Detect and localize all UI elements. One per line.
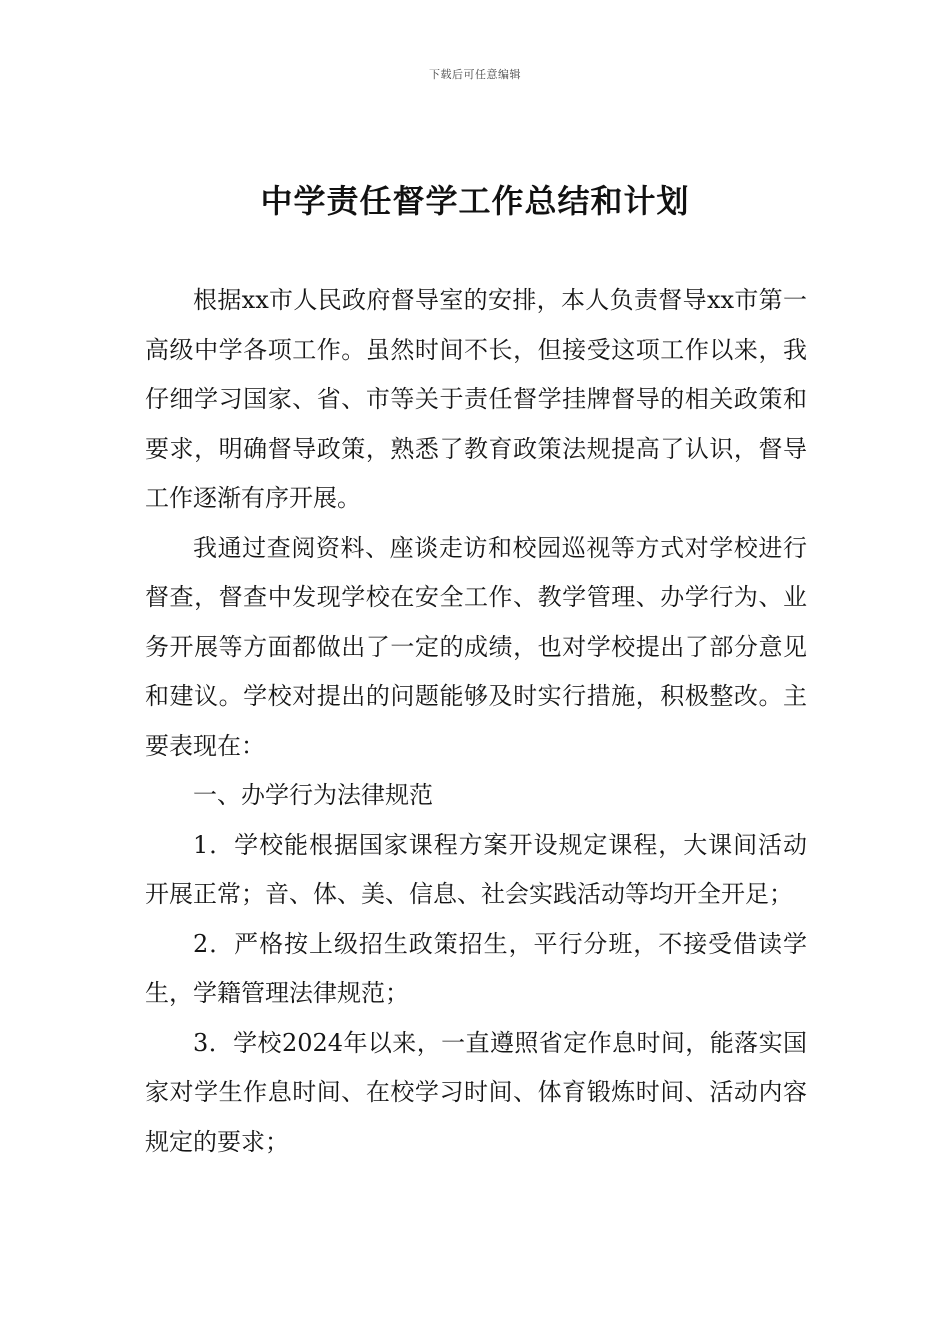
paragraph-inspection: 我通过查阅资料、座谈走访和校园巡视等方式对学校进行督查，督查中发现学校在安全工作、教学管理、办学行为、业务开展等方面都做出了一定的成绩，也对学校提出了部分意见和建议。学校对提出的问题能够及时实行措施，积极整改。主要表现在： [145, 533, 807, 760]
document-body [145, 276, 807, 1167]
section-heading-1: 一、办学行为法律规范 [193, 781, 433, 809]
list-item-1: 1．学校能根据国家课程方案开设规定课程，大课间活动开展正常；音、体、美、信息、社会实践活动等均开全开足； [145, 830, 807, 908]
list-item-2: 2．严格按上级招生政策招生，平行分班，不接受借读学生，学籍管理法律规范； [145, 929, 807, 1007]
list-item-3: 3．学校2024年以来，一直遵照省定作息时间，能落实国家对学生作息时间、在校学习时间、体育锻炼时间、活动内容规定的要求； [145, 1028, 807, 1156]
document-title: 中学责任督学工作总结和计划 [260, 182, 690, 220]
header-note: 下载后可任意编辑 [429, 68, 521, 81]
paragraph-intro: 根据xx市人民政府督导室的安排，本人负责督导xx市第一高级中学各项工作。虽然时间不长，但接受这项工作以来，我仔细学习国家、省、市等关于责任督学挂牌督导的相关政策和要求，明确督导政策，熟悉了教育政策法规提高了认识，督导工作逐渐有序开展。 [145, 286, 807, 512]
